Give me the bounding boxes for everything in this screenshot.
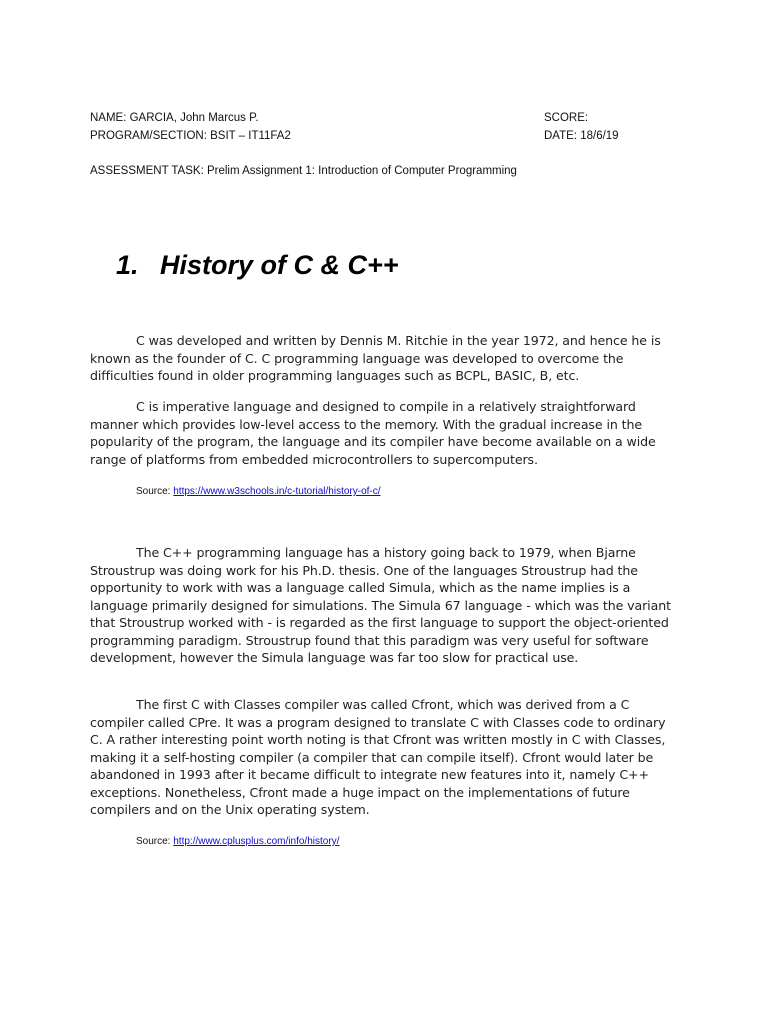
assessment-task: ASSESSMENT TASK: Prelim Assignment 1: Introduction of Computer Programming (90, 165, 517, 177)
source-citation (136, 486, 381, 497)
source-citation (136, 836, 339, 847)
date-label: DATE: 18/6/19 (544, 130, 619, 142)
source-link[interactable]: https://www.w3schools.in/c-tutorial/history-of-c/ (173, 486, 381, 497)
section-heading (116, 250, 399, 281)
score-label: SCORE: (544, 112, 589, 124)
paragraph: C was developed and written by Dennis M. Ritchie in the year 1972, and hence he is known as the founder of C. C programming language was developed to overcome the difficulties found in older programming languages such as BCPL, BASIC, B, etc. (90, 333, 661, 383)
source-label: Source: (136, 486, 174, 497)
paragraph: The first C with Classes compiler was called Cfront, which was derived from a C compiler called CPre. It was a program designed to translate C with Classes code to ordinary C. A rather interesting point worth noting is that Cfront was written mostly in C with Classes, making it a self-hosting compiler (a compiler that can compile itself). Cfront would later be abandoned in 1993 after it became difficult to integrate new features into it, namely C++ exceptions. Nonetheless, Cfront made a huge impact on the implementations of future compilers and on the Unix operating system. (90, 697, 666, 817)
paragraph: The C++ programming language has a history going back to 1979, when Bjarne Stroustrup was doing work for his Ph.D. thesis. One of the languages Stroustrup had the opportunity to work with was a language called Simula, which as the name implies is a language primarily designed for simulations. The Simula 67 language - which was the variant that Stroustrup worked with - is regarded as the first language to support the object-oriented programming paradigm. Stroustrup found that this paradigm was very useful for software development, however the Simula language was far too slow for practical use. (90, 545, 671, 665)
program-section: PROGRAM/SECTION: BSIT – IT11FA2 (90, 130, 291, 142)
student-name: NAME: GARCIA, John Marcus P. (90, 112, 259, 124)
section-number: 1. (116, 250, 139, 280)
source-link[interactable]: http://www.cplusplus.com/info/history/ (173, 836, 340, 847)
paragraph: C is imperative language and designed to compile in a relatively straightforward manner which provides low-level access to the memory. With the gradual increase in the popularity of the program, the language and its compiler have become available on a wide range of platforms from embedded microcontrollers to supercomputers. (90, 399, 656, 467)
section-title: History of C & C++ (160, 250, 399, 280)
source-label: Source: (136, 836, 174, 847)
